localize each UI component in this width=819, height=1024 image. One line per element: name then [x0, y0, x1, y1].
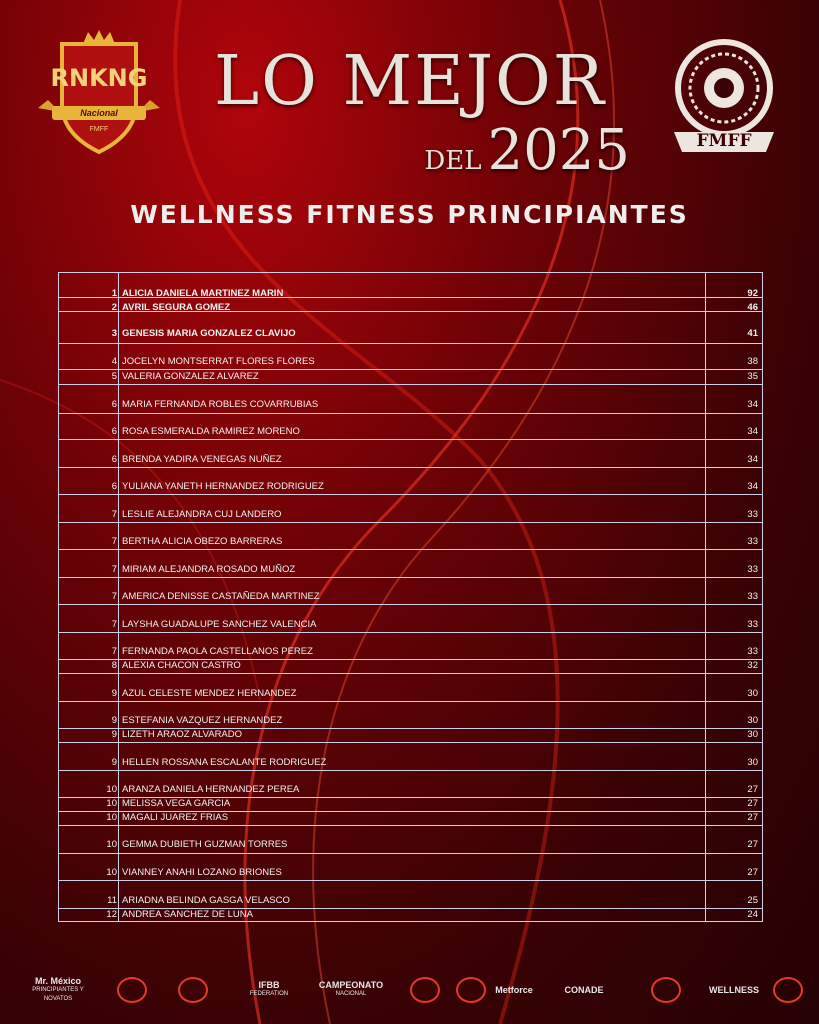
rank-cell: 10	[106, 798, 117, 809]
sponsor-logo	[458, 970, 484, 1010]
athlete-name-cell: AVRIL SEGURA GOMEZ	[122, 302, 231, 313]
points-cell: 34	[747, 454, 758, 465]
table-divider-rank	[118, 273, 119, 921]
table-row-divider	[59, 770, 762, 771]
table-row-divider	[59, 549, 762, 550]
sponsor-logo	[245, 970, 293, 1010]
ranking-table	[58, 272, 763, 922]
title-del: DEL	[424, 146, 482, 176]
sponsor-logo	[112, 970, 152, 1010]
athlete-name-cell: ARANZA DANIELA HERNANDEZ PEREA	[122, 784, 300, 795]
page-title: LO MEJOR	[214, 42, 606, 121]
points-cell: 34	[747, 426, 758, 437]
points-cell: 33	[747, 619, 758, 630]
sponsor-logo	[488, 970, 540, 1010]
athlete-name-cell: MIRIAM ALEJANDRA ROSADO MUÑOZ	[122, 564, 296, 575]
table-row-divider	[59, 343, 762, 344]
points-cell: 34	[747, 399, 758, 410]
athlete-name-cell: ARIADNA BELINDA GASGA VELASCO	[122, 895, 290, 906]
athlete-name-cell: GENESIS MARIA GONZALEZ CLAVIJO	[122, 328, 296, 339]
table-row-divider	[59, 494, 762, 495]
points-cell: 27	[747, 798, 758, 809]
athlete-name-cell: AZUL CELESTE MENDEZ HERNANDEZ	[122, 688, 297, 699]
sponsor-label: IFBB	[258, 980, 280, 990]
sponsor-logo	[632, 970, 700, 1010]
sponsor-label: WELLNESS	[709, 984, 760, 995]
rnkng-logo-sub: Nacional	[80, 108, 118, 118]
rank-cell: 11	[107, 895, 117, 906]
athlete-name-cell: ALICIA DANIELA MARTINEZ MARIN	[122, 288, 284, 299]
rank-cell: 7	[111, 646, 117, 657]
rank-cell: 5	[111, 371, 117, 382]
points-cell: 33	[747, 591, 758, 602]
points-cell: 33	[747, 564, 758, 575]
table-row-divider	[59, 825, 762, 826]
rank-cell: 9	[111, 688, 117, 699]
sponsor-sublabel: PRINCIPIANTES Y NOVATOS	[32, 986, 84, 1002]
points-cell: 30	[747, 757, 758, 768]
rank-cell: 7	[111, 619, 117, 630]
rank-cell: 1	[111, 288, 117, 299]
table-row-divider	[59, 742, 762, 743]
table-divider-points	[705, 273, 706, 921]
rank-cell: 10	[106, 784, 117, 795]
rank-cell: 10	[106, 839, 117, 850]
fmff-logo-text: FMFF	[696, 131, 752, 151]
athlete-name-cell: ROSA ESMERALDA RAMIREZ MORENO	[122, 426, 300, 437]
sponsor-logo	[18, 970, 98, 1010]
rank-cell: 10	[106, 867, 117, 878]
points-cell: 30	[747, 688, 758, 699]
rank-cell: 10	[106, 812, 117, 823]
athlete-name-cell: VALERIA GONZALEZ ALVAREZ	[122, 371, 259, 382]
points-cell: 33	[747, 536, 758, 547]
rank-cell: 7	[111, 591, 117, 602]
sponsor-logo	[405, 970, 445, 1010]
rank-cell: 7	[111, 509, 117, 520]
rank-cell: 3	[111, 328, 117, 339]
rank-cell: 6	[111, 426, 117, 437]
points-cell: 35	[747, 371, 758, 382]
points-cell: 24	[747, 909, 758, 920]
sponsor-logo	[305, 970, 397, 1010]
points-cell: 92	[747, 288, 758, 299]
table-row-divider	[59, 673, 762, 674]
points-cell: 32	[747, 660, 758, 671]
sponsor-strip	[0, 970, 819, 1010]
table-row-divider	[59, 853, 762, 854]
athlete-name-cell: LESLIE ALEJANDRA CUJ LANDERO	[122, 509, 282, 520]
table-row-divider	[59, 439, 762, 440]
table-row-divider	[59, 522, 762, 523]
table-row-divider	[59, 577, 762, 578]
points-cell: 27	[747, 839, 758, 850]
sponsor-logo	[162, 970, 224, 1010]
rank-cell: 8	[111, 660, 117, 671]
table-row-divider	[59, 701, 762, 702]
athlete-name-cell: YULIANA YANETH HERNANDEZ RODRIGUEZ	[122, 481, 324, 492]
rank-cell: 6	[111, 481, 117, 492]
points-cell: 38	[747, 356, 758, 367]
table-row-divider	[59, 880, 762, 881]
athlete-name-cell: MELISSA VEGA GARCIA	[122, 798, 231, 809]
points-cell: 27	[747, 867, 758, 878]
points-cell: 27	[747, 812, 758, 823]
fmff-logo	[666, 36, 782, 160]
athlete-name-cell: AMERICA DENISSE CASTAÑEDA MARTINEZ	[122, 591, 320, 602]
sponsor-label: Metforce	[495, 984, 533, 995]
rank-cell: 7	[111, 536, 117, 547]
athlete-name-cell: LAYSHA GUADALUPE SANCHEZ VALENCIA	[122, 619, 317, 630]
athlete-name-cell: JOCELYN MONTSERRAT FLORES FLORES	[122, 356, 315, 367]
athlete-name-cell: MARIA FERNANDA ROBLES COVARRUBIAS	[122, 399, 319, 410]
table-row-divider	[59, 384, 762, 385]
athlete-name-cell: BERTHA ALICIA OBEZO BARRERAS	[122, 536, 283, 547]
sponsor-logo	[768, 970, 808, 1010]
rank-cell: 2	[111, 302, 117, 313]
table-row-divider	[59, 467, 762, 468]
sponsor-logo	[709, 970, 760, 1010]
athlete-name-cell: ALEXIA CHACON CASTRO	[122, 660, 241, 671]
rank-cell: 9	[111, 757, 117, 768]
page-subtitle	[420, 118, 630, 183]
sponsor-sublabel: NACIONAL	[335, 991, 367, 997]
points-cell: 30	[747, 729, 758, 740]
title-year: 2025	[487, 118, 630, 183]
points-cell: 41	[747, 328, 758, 339]
sponsor-label: CAMPEONATO	[318, 980, 384, 990]
rank-cell: 12	[106, 909, 117, 920]
athlete-name-cell: LIZETH ARAOZ ALVARADO	[122, 729, 243, 740]
points-cell: 33	[747, 509, 758, 520]
points-cell: 33	[747, 646, 758, 657]
rank-cell: 9	[111, 729, 117, 740]
table-row-divider	[59, 369, 762, 370]
sponsor-label: Mr. México	[34, 975, 81, 986]
table-row-divider	[59, 413, 762, 414]
points-cell: 30	[747, 715, 758, 726]
category-title: WELLNESS FITNESS PRINCIPIANTES	[130, 200, 689, 229]
rnkng-logo	[38, 30, 160, 156]
rank-cell: 4	[111, 356, 117, 367]
athlete-name-cell: FERNANDA PAOLA CASTELLANOS PEREZ	[122, 646, 313, 657]
points-cell: 46	[747, 302, 758, 313]
rank-cell: 7	[111, 564, 117, 575]
points-cell: 25	[747, 895, 758, 906]
sponsor-logo	[553, 970, 615, 1010]
rank-cell: 9	[111, 715, 117, 726]
points-cell: 34	[747, 481, 758, 492]
rnkng-logo-text: RNKNG	[50, 64, 148, 92]
athlete-name-cell: GEMMA DUBIETH GUZMAN TORRES	[122, 839, 288, 850]
athlete-name-cell: BRENDA YADIRA VENEGAS NUÑEZ	[122, 454, 282, 465]
rank-cell: 6	[111, 399, 117, 410]
points-cell: 27	[747, 784, 758, 795]
athlete-name-cell: VIANNEY ANAHI LOZANO BRIONES	[122, 867, 282, 878]
rnkng-logo-org: FMFF	[89, 126, 109, 133]
athlete-name-cell: MAGALI JUAREZ FRIAS	[122, 812, 229, 823]
sponsor-sublabel: FEDERATION	[249, 991, 289, 997]
rank-cell: 6	[111, 454, 117, 465]
athlete-name-cell: ESTEFANIA VAZQUEZ HERNANDEZ	[122, 715, 283, 726]
athlete-name-cell: HELLEN ROSSANA ESCALANTE RODRIGUEZ	[122, 757, 327, 768]
table-row-divider	[59, 604, 762, 605]
sponsor-label: CONADE	[564, 984, 604, 995]
table-row-divider	[59, 632, 762, 633]
athlete-name-cell: ANDREA SANCHEZ DE LUNA	[122, 909, 253, 920]
